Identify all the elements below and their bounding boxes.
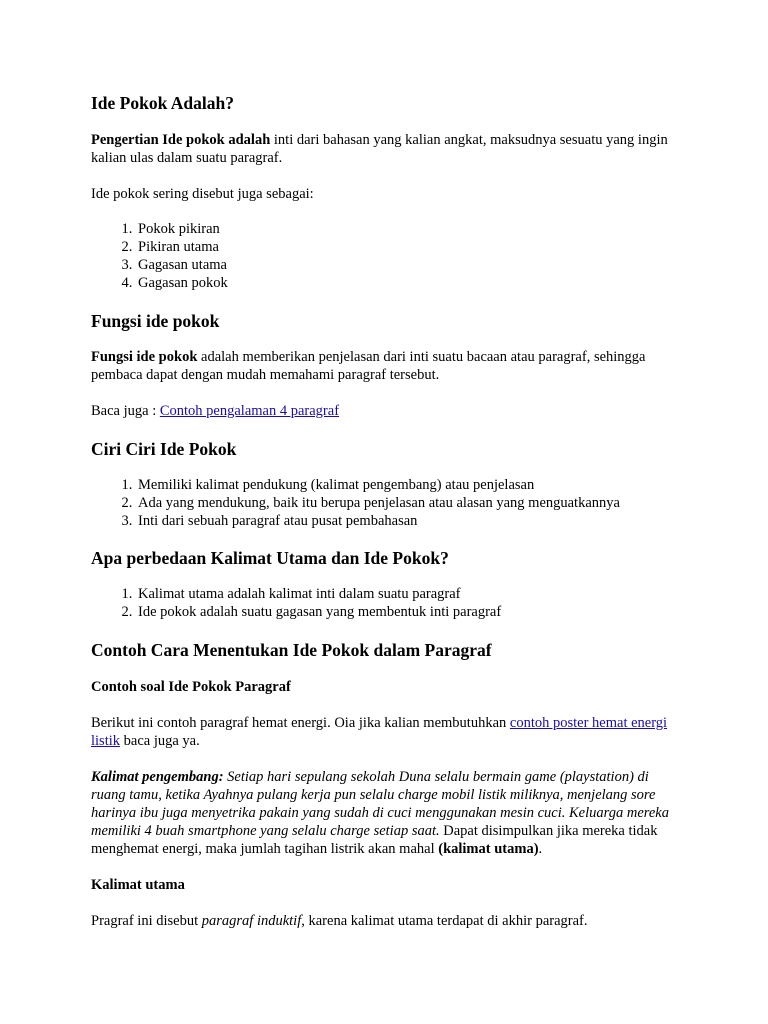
heading-contoh: Contoh Cara Menentukan Ide Pokok dalam Paragraf xyxy=(91,640,492,660)
synonyms-intro: Ide pokok sering disebut juga sebagai: xyxy=(91,186,314,202)
list-item: 2. Ide pokok adalah suatu gagasan yang membentuk inti paragraf xyxy=(136,603,677,621)
heading-fungsi: Fungsi ide pokok xyxy=(91,311,220,331)
list-item: 2. Ada yang mendukung, baik itu berupa penjelasan atau alasan yang menguatkannya xyxy=(136,494,677,512)
contoh-intro xyxy=(91,714,677,750)
list-item: 2. Pikiran utama xyxy=(136,238,677,256)
subheading-kalimat-utama: Kalimat utama xyxy=(91,877,185,893)
list-item: 4. Gagasan pokok xyxy=(136,274,677,292)
poster-hemat-link[interactable]: contoh poster hemat energi listik xyxy=(91,715,668,749)
heading-perbedaan: Apa perbedaan Kalimat Utama dan Ide Pokok? xyxy=(91,548,449,568)
contoh-intro-text: Berikut ini contoh paragraf hemat energi. Oia jika kalian membutuhkan xyxy=(91,715,510,731)
synonyms-list xyxy=(91,220,677,292)
fungsi-paragraph xyxy=(91,348,677,384)
conclusion-italic: paragraf induktif xyxy=(201,913,302,929)
heading-ide-pokok: Ide Pokok Adalah? xyxy=(91,93,234,113)
list-item: 1. Memiliki kalimat pendukung (kalimat pengembang) atau penjelasan xyxy=(136,476,677,494)
list-item: 1. Kalimat utama adalah kalimat inti dalam suatu paragraf xyxy=(136,585,677,603)
ciri-list xyxy=(91,476,677,530)
conclusion-text: Pragraf ini disebut xyxy=(91,913,202,929)
list-item: 1. Pokok pikiran xyxy=(136,220,677,238)
fungsi-bold: Fungsi ide pokok xyxy=(91,349,198,365)
contoh-intro-end: baca juga ya. xyxy=(120,733,200,749)
list-item: 3. Gagasan utama xyxy=(136,256,677,274)
definition-paragraph xyxy=(91,131,677,167)
list-item: 3. Inti dari sebuah paragraf atau pusat pembahasan xyxy=(136,512,677,530)
baca-juga-label: Baca juga : xyxy=(91,403,160,419)
definition-bold: Pengertian Ide pokok adalah xyxy=(91,132,271,148)
baca-juga-link[interactable]: Contoh pengalaman 4 paragraf xyxy=(159,403,340,419)
example-label: Kalimat pengembang: xyxy=(91,769,224,785)
fungsi-text: adalah memberikan penjelasan dari inti suatu bacaan atau paragraf, sehingga pembaca dapat dengan mudah memahami paragraf tersebut. xyxy=(91,349,646,383)
example-paragraph xyxy=(91,768,677,858)
example-end: . xyxy=(538,841,543,857)
conclusion-paragraph xyxy=(91,912,677,930)
heading-ciri: Ciri Ciri Ide Pokok xyxy=(91,439,237,459)
baca-juga xyxy=(91,402,677,420)
example-italic-text: Setiap hari sepulang sekolah Duna selalu bermain game (playstation) di ruang tamu, ketika Ayahnya pulang kerja pun selalu charge mobil listik miliknya, menjelang sore harinya ibu juga menyetrika pakain yang sudah di cuci menggunakan mesin cuci. Keluarga mereka memiliki 4 buah smartphone yang selalu charge setiap saat. xyxy=(91,769,669,839)
definition-text: inti dari bahasan yang kalian angkat, maksudnya sesuatu yang ingin kalian ulas dalam suatu paragraf. xyxy=(91,132,668,166)
example-bold-text: (kalimat utama) xyxy=(438,841,539,857)
subheading-contoh-soal: Contoh soal Ide Pokok Paragraf xyxy=(91,679,291,695)
example-normal-text: Dapat disimpulkan jika mereka tidak menghemat energi, maka jumlah tagihan listrik akan mahal xyxy=(91,823,658,857)
perbedaan-list xyxy=(91,585,677,621)
conclusion-end: , karena kalimat utama terdapat di akhir paragraf. xyxy=(301,913,588,929)
